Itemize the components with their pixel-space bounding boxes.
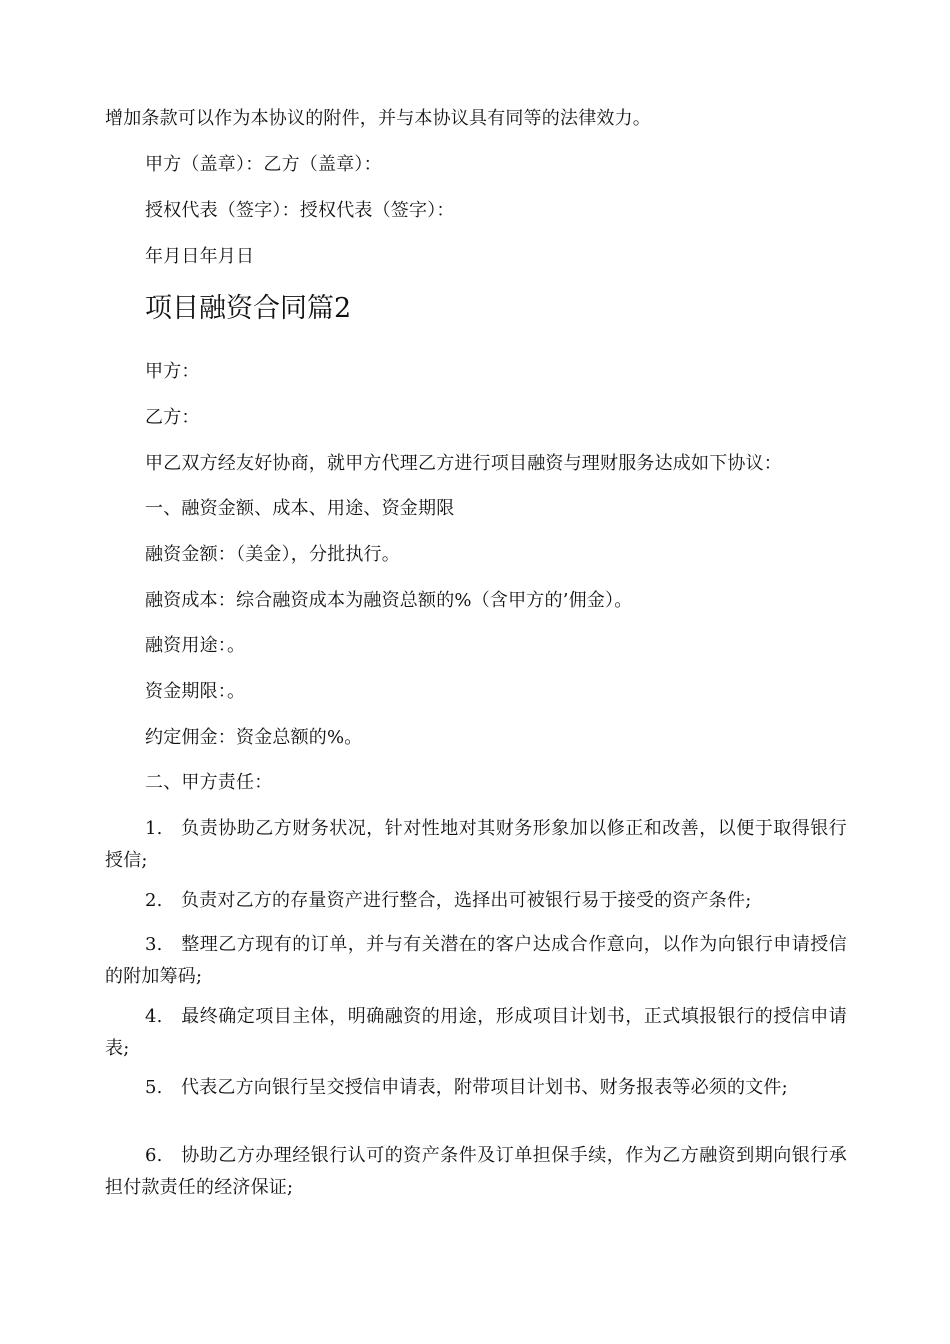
list-item-text: 负责协助乙方财务状况，针对性地对其财务形象加以修正和改善，以便于取得银行授信; <box>105 818 847 871</box>
list-item-number: 2. <box>145 890 163 911</box>
financing-purpose: 融资用途：。 <box>145 635 246 656</box>
list-item <box>105 1140 847 1204</box>
list-item <box>105 929 847 993</box>
party-a-line: 甲方： <box>145 361 200 382</box>
list-item <box>105 1001 847 1065</box>
list-item-text: 整理乙方现有的订单，并与有关潜在的客户达成合作意向，以作为向银行申请授信的附加筹码; <box>105 934 847 987</box>
party-b-line: 乙方： <box>145 407 200 428</box>
agreement-intro: 甲乙双方经友好协商，就甲方代理乙方进行项目融资与理财服务达成如下协议： <box>145 453 782 474</box>
capital-term: 资金期限：。 <box>145 681 246 702</box>
clause-two-heading: 二、甲方责任： <box>145 772 273 793</box>
list-item-text: 代表乙方向银行呈交授信申请表，附带项目计划书、财务报表等必须的文件; <box>181 1077 788 1098</box>
list-item-number: 4. <box>145 1006 163 1027</box>
list-item <box>105 885 847 917</box>
list-item-text: 负责对乙方的存量资产进行整合，选择出可被银行易于接受的资产条件; <box>181 890 752 911</box>
continuation-line: 增加条款可以作为本协议的附件，并与本协议具有同等的法律效力。 <box>105 108 651 129</box>
list-item-text: 协助乙方办理经银行认可的资产条件及订单担保手续，作为乙方融资到期向银行承担付款责任的经济保证; <box>105 1145 847 1198</box>
list-item <box>105 813 847 877</box>
list-item-number: 1. <box>145 818 163 839</box>
list-item-text: 最终确定项目主体，明确融资的用途，形成项目计划书，正式填报银行的授信申请表; <box>105 1006 847 1059</box>
financing-cost: 融资成本：综合融资成本为融资总额的%（含甲方的’佣金）。 <box>145 590 633 611</box>
seal-line: 甲方（盖章）：乙方（盖章）： <box>145 154 382 175</box>
section-title: 项目融资合同篇2 <box>145 293 352 324</box>
signature-line: 授权代表（签字）：授权代表（签字）： <box>145 200 455 221</box>
clause-one-heading: 一、融资金额、成本、用途、资金期限 <box>145 498 455 519</box>
agreed-commission: 约定佣金：资金总额的%。 <box>145 727 363 748</box>
list-item-number: 5. <box>145 1077 163 1098</box>
date-line: 年月日年月日 <box>145 246 255 267</box>
list-item-number: 3. <box>145 934 163 955</box>
list-item-number: 6. <box>145 1145 163 1166</box>
financing-amount: 融资金额：（美金），分批执行。 <box>145 544 400 565</box>
list-item <box>105 1072 847 1104</box>
